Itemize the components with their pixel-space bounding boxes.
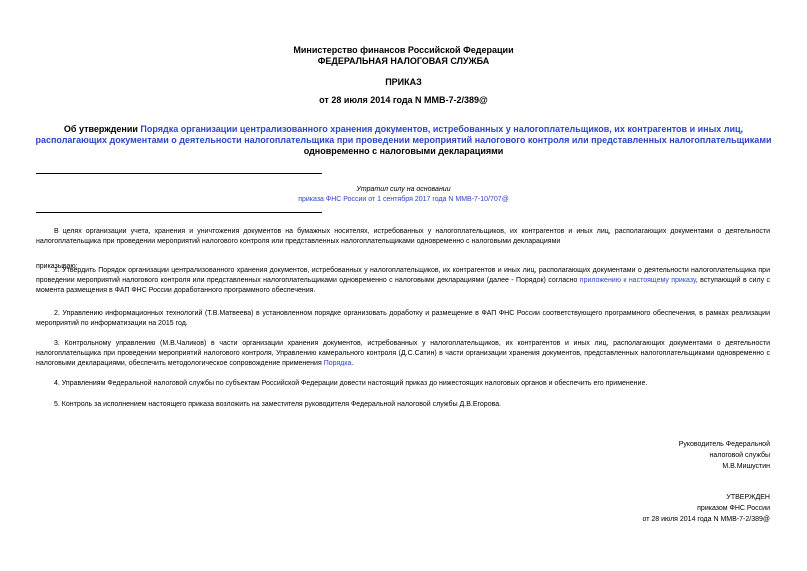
signature-block (510, 439, 770, 472)
order-item-3 (36, 339, 770, 369)
order-item-1 (36, 266, 770, 296)
order-keyword: приказываю: (36, 263, 78, 270)
document-type: ПРИКАЗ (385, 77, 422, 87)
order-item-5: 5. Контроль за исполнением настоящего приказа возложить на заместителя руководителя Федеральной налоговой службы Д.В.Егорова. (54, 401, 502, 408)
subject-suffix: одновременно с налоговыми декларациями (303, 146, 504, 156)
status-note: Утратил силу на основании (356, 186, 451, 193)
repealing-order-link[interactable]: приказа ФНС России от 1 сентября 2017 года N ММВ-7-10/707@ (298, 196, 509, 203)
subject-prefix: Об утверждении (63, 124, 141, 134)
approval-title: УТВЕРЖДЕН (726, 494, 770, 501)
order-item-3-tail: . (351, 360, 354, 367)
document-subject (30, 124, 777, 157)
subject-procedure-link[interactable]: Порядка организации централизованного хранения документов, истребованных у налогоплательщиков, их контрагентов и иных лиц, располагающих документами о деятельности налогоплательщика при проведении мероприятий налогового контроля или представленных налогоплательщиками (35, 124, 772, 145)
signer-position-line2: налоговой службы (709, 452, 770, 459)
order-item-4: 4. Управлениям Федеральной налоговой службы по субъектам Российской Федерации довести настоящий приказ до нижестоящих налоговых органов и обеспечить его применение. (54, 380, 648, 387)
ministry-name: Министерство финансов Российской Федерации (293, 45, 514, 55)
appendix-link[interactable]: приложению к настоящему приказу (579, 277, 696, 284)
order-item-1-tail: , вступающий в силу с момента размещения в ФАП ФНС России доработанного программного обеспечения. (36, 277, 770, 294)
order-item-2: 2. Управлению информационных технологий (Т.В.Матвеева) в установленном порядке организовать доработку и размещение в ФАП ФНС России соответствующего программного обеспечения, в рамках реализации мероприятий по информатизации на 2015 год. (36, 310, 770, 327)
document-date-number: от 28 июля 2014 года N ММВ-7-2/389@ (319, 95, 488, 105)
approval-order: приказом ФНС России (697, 505, 770, 512)
approval-date-number: от 28 июля 2014 года N ММВ-7-2/389@ (642, 516, 770, 523)
status-reference (240, 195, 567, 205)
order-item-1-text: 1. Утвердить Порядок организации централизованного хранения документов, истребованных у налогоплательщиков, их контрагентов и иных лиц, располагающих документами о деятельности налогоплательщика при проведении мероприятий налогового контроля или представленных налогоплательщиками одновременно с налоговыми декларациями (далее - Порядок) согласно (36, 267, 770, 284)
preamble-paragraph: В целях организации учета, хранения и уничтожения документов на бумажных носителях, истребованных у налогоплательщиков, их контрагентов и иных лиц, располагающих документами о деятельности налогоплательщика при проведении мероприятий налогового контроля или представленных налогоплательщиками одновременно с налоговыми декларациями (36, 228, 770, 245)
signer-position-line1: Руководитель Федеральной (678, 441, 770, 448)
document-header (0, 45, 807, 67)
approval-block (510, 492, 770, 525)
signer-name: М.В.Мишустин (722, 463, 770, 470)
status-divider-bottom (36, 212, 322, 213)
order-item-3-text: 3. Контрольному управлению (М.В.Чаликов) в части организации хранения документов, истребованных у налогоплательщиков, их контрагентов и иных лиц, располагающих документами о деятельности налогоплательщика при проведении мероприятий налогового контроля, Управлению камерального контроля (Д.С.Сатин) в части организации хранения документов, представленных налогоплательщиками одновременно с налоговыми декларациями, обеспечить методологическое сопровождение применения (36, 340, 770, 367)
service-name: ФЕДЕРАЛЬНАЯ НАЛОГОВАЯ СЛУЖБА (317, 56, 490, 66)
procedure-link[interactable]: Порядка (323, 360, 352, 367)
status-divider-top (36, 173, 322, 174)
